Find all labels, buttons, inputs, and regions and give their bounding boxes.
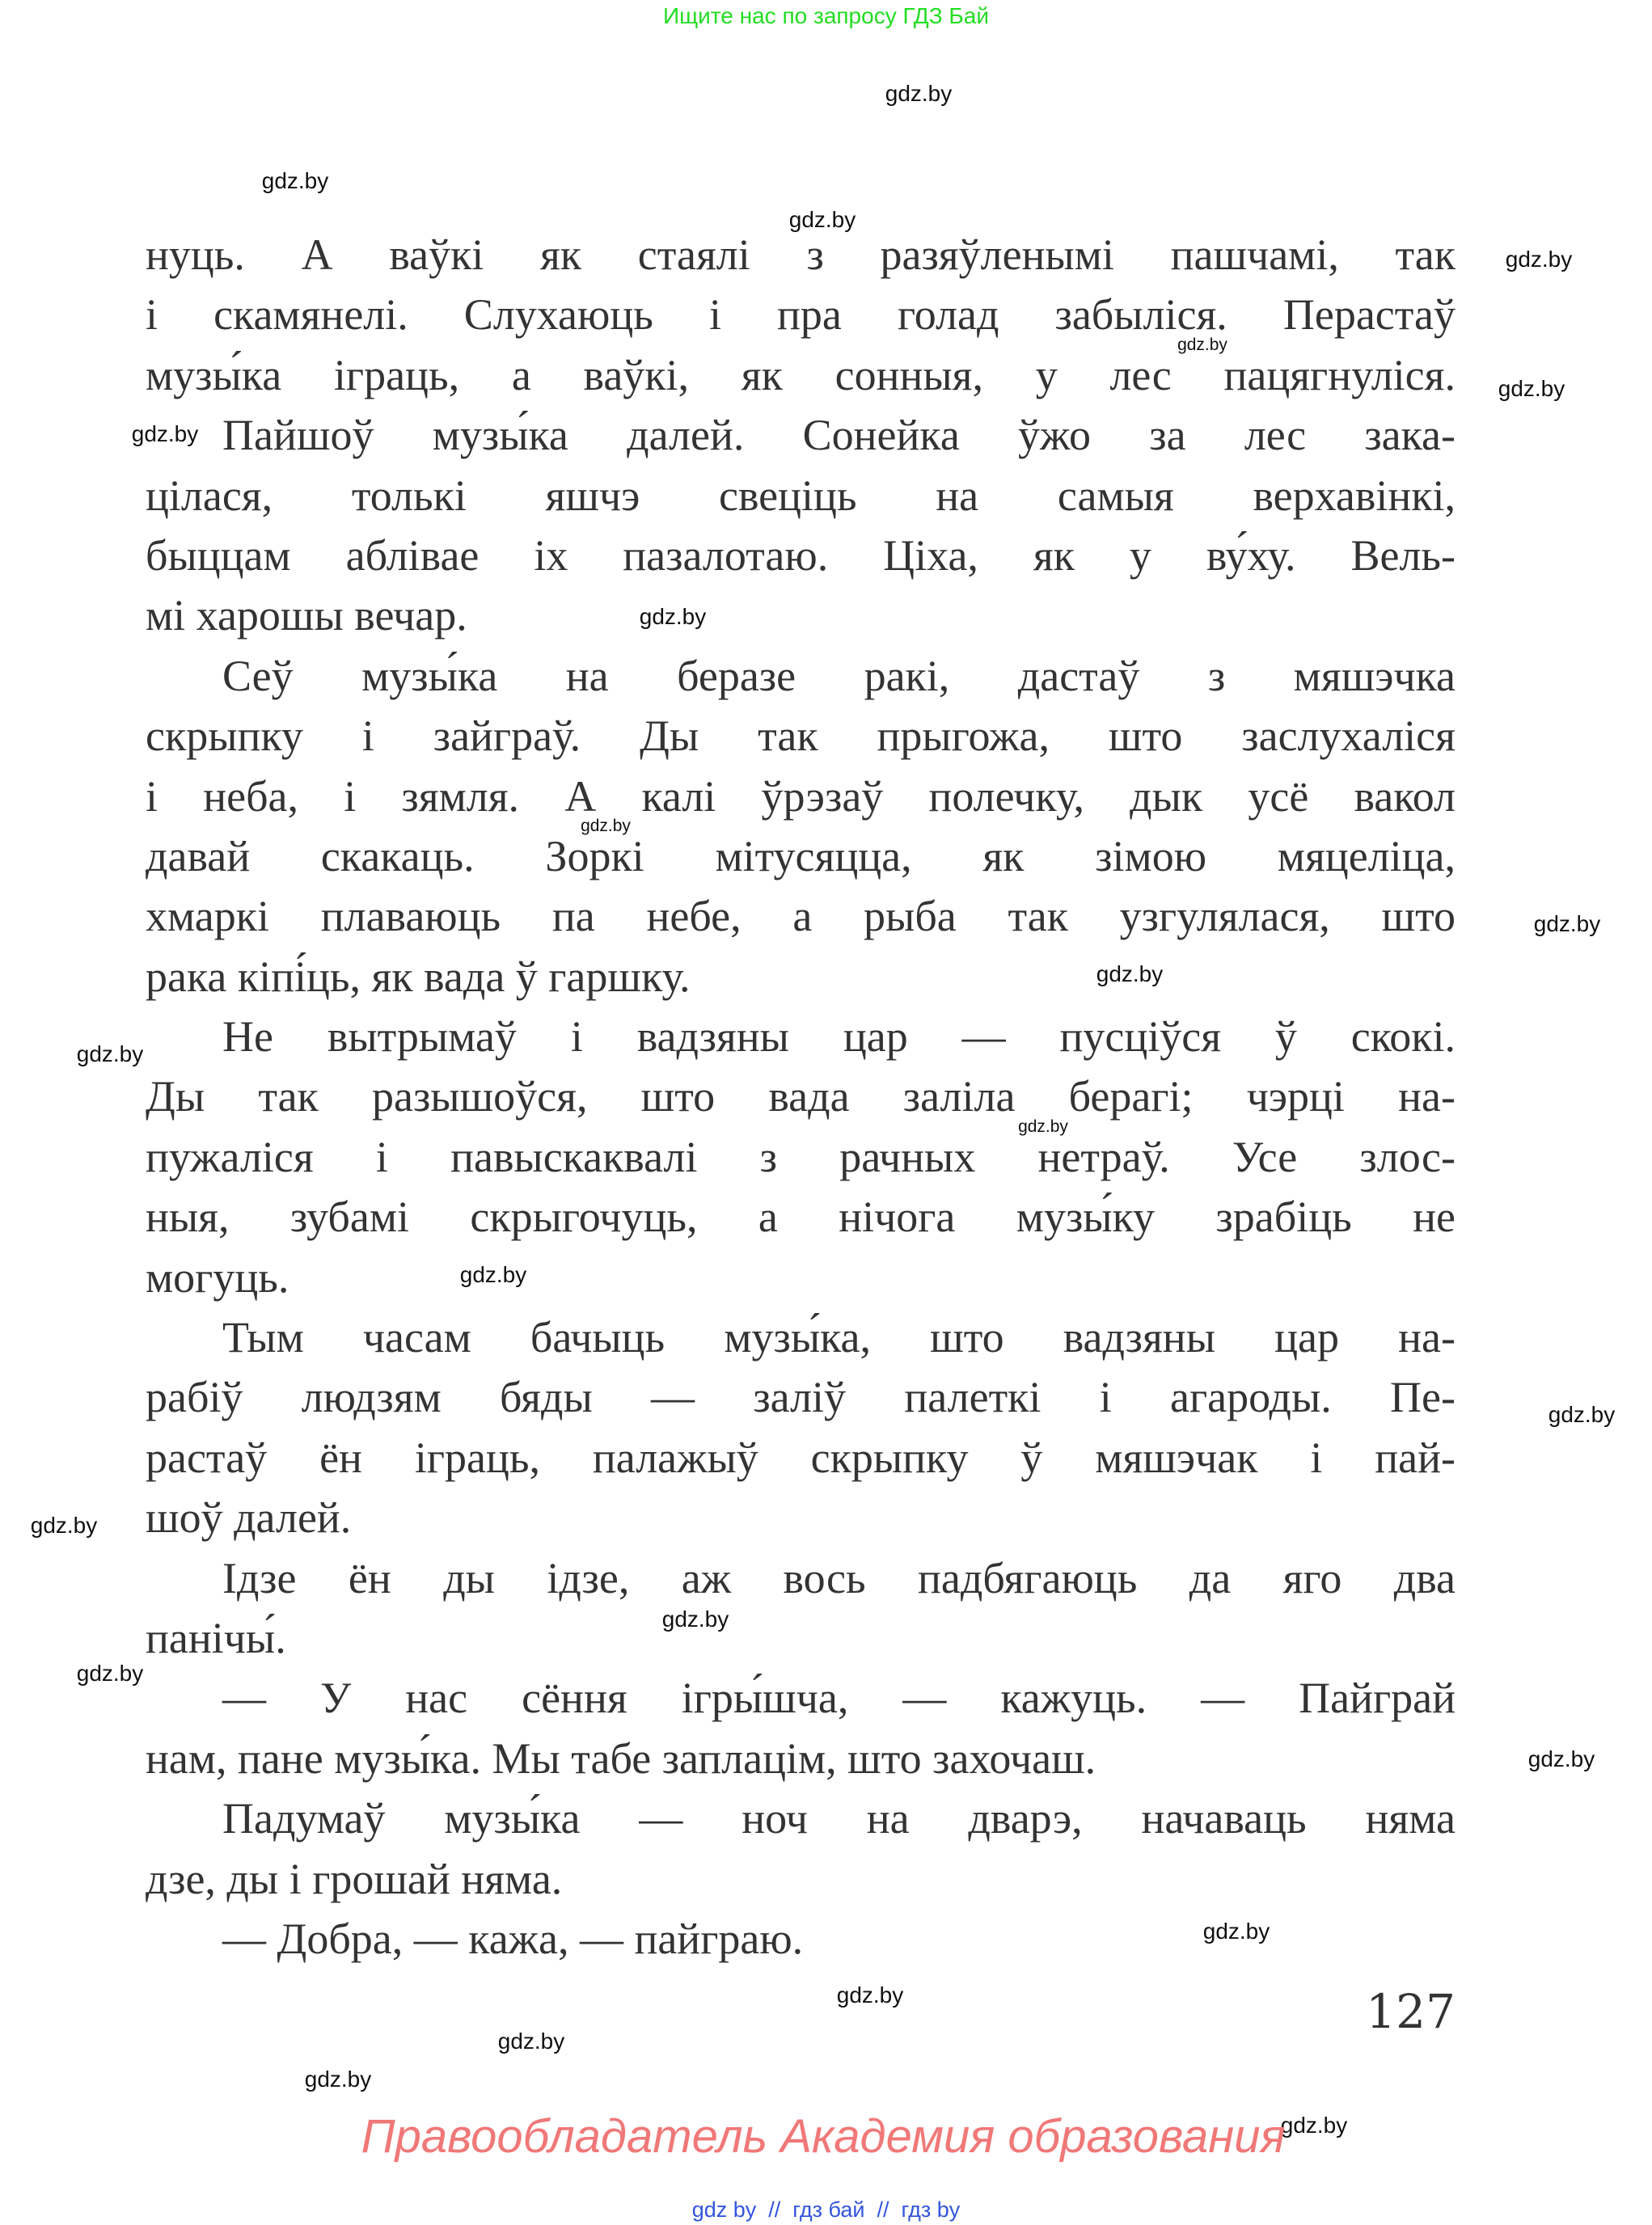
text-line: хмаркі плаваюць па небе, а рыба так узгулялася, што <box>146 892 1456 941</box>
text-line: рабіў людзям бяды — заліў палеткі і агароды. Пе- <box>146 1373 1456 1422</box>
gdz-watermark: gdz.by <box>1548 1402 1616 1427</box>
gdz-watermark: gdz.by <box>639 604 707 629</box>
gdz-watermark: gdz.by <box>581 817 631 835</box>
gdz-watermark: gdz.by <box>76 1041 144 1066</box>
gdz-watermark: gdz.by <box>1533 911 1601 936</box>
gdz-watermark: gdz.by <box>30 1513 98 1538</box>
text-line: — У нас сёння ігры́шча, — кажуць. — Пайграй <box>222 1674 1456 1723</box>
gdz-watermark: gdz.by <box>1018 1117 1068 1136</box>
gdz-watermark: gdz.by <box>1096 961 1164 986</box>
rights-holder-watermark: Правообладатель Академия образования <box>361 2110 1286 2163</box>
promo-banner: Ищите нас по запросу ГДЗ Бай <box>662 3 990 28</box>
text-line: Не вытрымаў і вадзяны цар — пусціўся ў скокі. <box>222 1012 1456 1062</box>
text-line: і неба, і зямля. А калі ўрэзаў полечку, дык усё вакол <box>146 771 1456 821</box>
gdz-watermark: gdz.by <box>1177 336 1227 354</box>
text-line: скрыпку і зайграў. Ды так прыгожа, што заслухаліся <box>146 711 1456 761</box>
text-line: Пайшоў музы́ка далей. Сонейка ўжо за лес зака- <box>222 411 1456 460</box>
text-line: нуць. А ваўкі як стаялі з разяўленымі пашчамі, так <box>146 230 1456 279</box>
text-line: музы́ка іграць, а ваўкі, як сонныя, у лес пацягнуліся. <box>146 350 1456 399</box>
gdz-watermark: gdz.by <box>131 421 199 446</box>
gdz-watermark: gdz.by <box>1280 2113 1348 2138</box>
gdz-watermark: gdz.by <box>1202 1919 1270 1944</box>
gdz-watermark: gdz.by <box>1527 1746 1595 1771</box>
text-line: Ды так разышоўся, што вада заліла берагі; чэрці на- <box>146 1072 1456 1121</box>
gdz-watermark: gdz.by <box>261 168 329 193</box>
footer-links[interactable]: gdz by // гдз бай // гдз by <box>691 2198 961 2222</box>
text-line: пужаліся і павыскаквалі з рачных нетраў. Усе злос- <box>146 1132 1456 1181</box>
text-line: могуць. <box>146 1252 289 1302</box>
text-line: цілася, толькі яшчэ свеціць на самыя верхавінкі, <box>146 471 1456 520</box>
gdz-watermark: gdz.by <box>304 2067 372 2092</box>
gdz-watermark: gdz.by <box>1498 376 1565 401</box>
text-line: мі харошы вечар. <box>146 591 467 640</box>
gdz-watermark: gdz.by <box>459 1262 527 1287</box>
gdz-watermark: gdz.by <box>76 1661 144 1686</box>
text-line: Падумаў музы́ка — ноч на дварэ, начаваць няма <box>222 1794 1456 1843</box>
text-line: і скамянелі. Слухаюць і пра голад забыліся. Перастаў <box>146 290 1456 340</box>
gdz-watermark: gdz.by <box>836 1982 904 2008</box>
text-line: растаў ён іграць, палажыў скрыпку ў мяшэчак і пай- <box>146 1433 1456 1482</box>
text-line: дзе, ды і грошай няма. <box>146 1854 563 1903</box>
text-line: ныя, зубамі скрыгочуць, а нічога музы́ку зрабіць не <box>146 1193 1456 1242</box>
page-number: 127 <box>1366 1984 1456 2039</box>
body-text <box>146 230 1456 1978</box>
gdz-watermark: gdz.by <box>1505 247 1573 272</box>
gdz-watermark: gdz.by <box>497 2029 565 2054</box>
text-line: Ідзе ён ды ідзе, аж вось падбягаюць да яго два <box>222 1553 1456 1602</box>
text-line: Тым часам бачыць музы́ка, што вадзяны цар на- <box>222 1313 1456 1362</box>
text-line: рака кіпі́ць, як вада ў гаршку. <box>146 952 691 1001</box>
text-line: Сеў музы́ка на беразе ракі, дастаў з мяшэчка <box>222 651 1456 700</box>
gdz-watermark: gdz.by <box>788 207 856 232</box>
text-line: давай скакаць. Зоркі мітусяцца, як зімою мяцеліца, <box>146 831 1456 880</box>
text-line: шоў далей. <box>146 1493 352 1543</box>
gdz-watermark: gdz.by <box>661 1606 729 1632</box>
text-line: панічы́. <box>146 1613 286 1662</box>
text-line: — Добра, — кажа, — пайграю. <box>222 1914 804 1963</box>
text-line: быццам аблівае іх пазалотаю. Ціха, як у ву́ху. Вель- <box>146 530 1456 580</box>
text-line: нам, пане музы́ка. Мы табе заплацім, што захочаш. <box>146 1733 1096 1783</box>
gdz-watermark: gdz.by <box>885 81 953 106</box>
